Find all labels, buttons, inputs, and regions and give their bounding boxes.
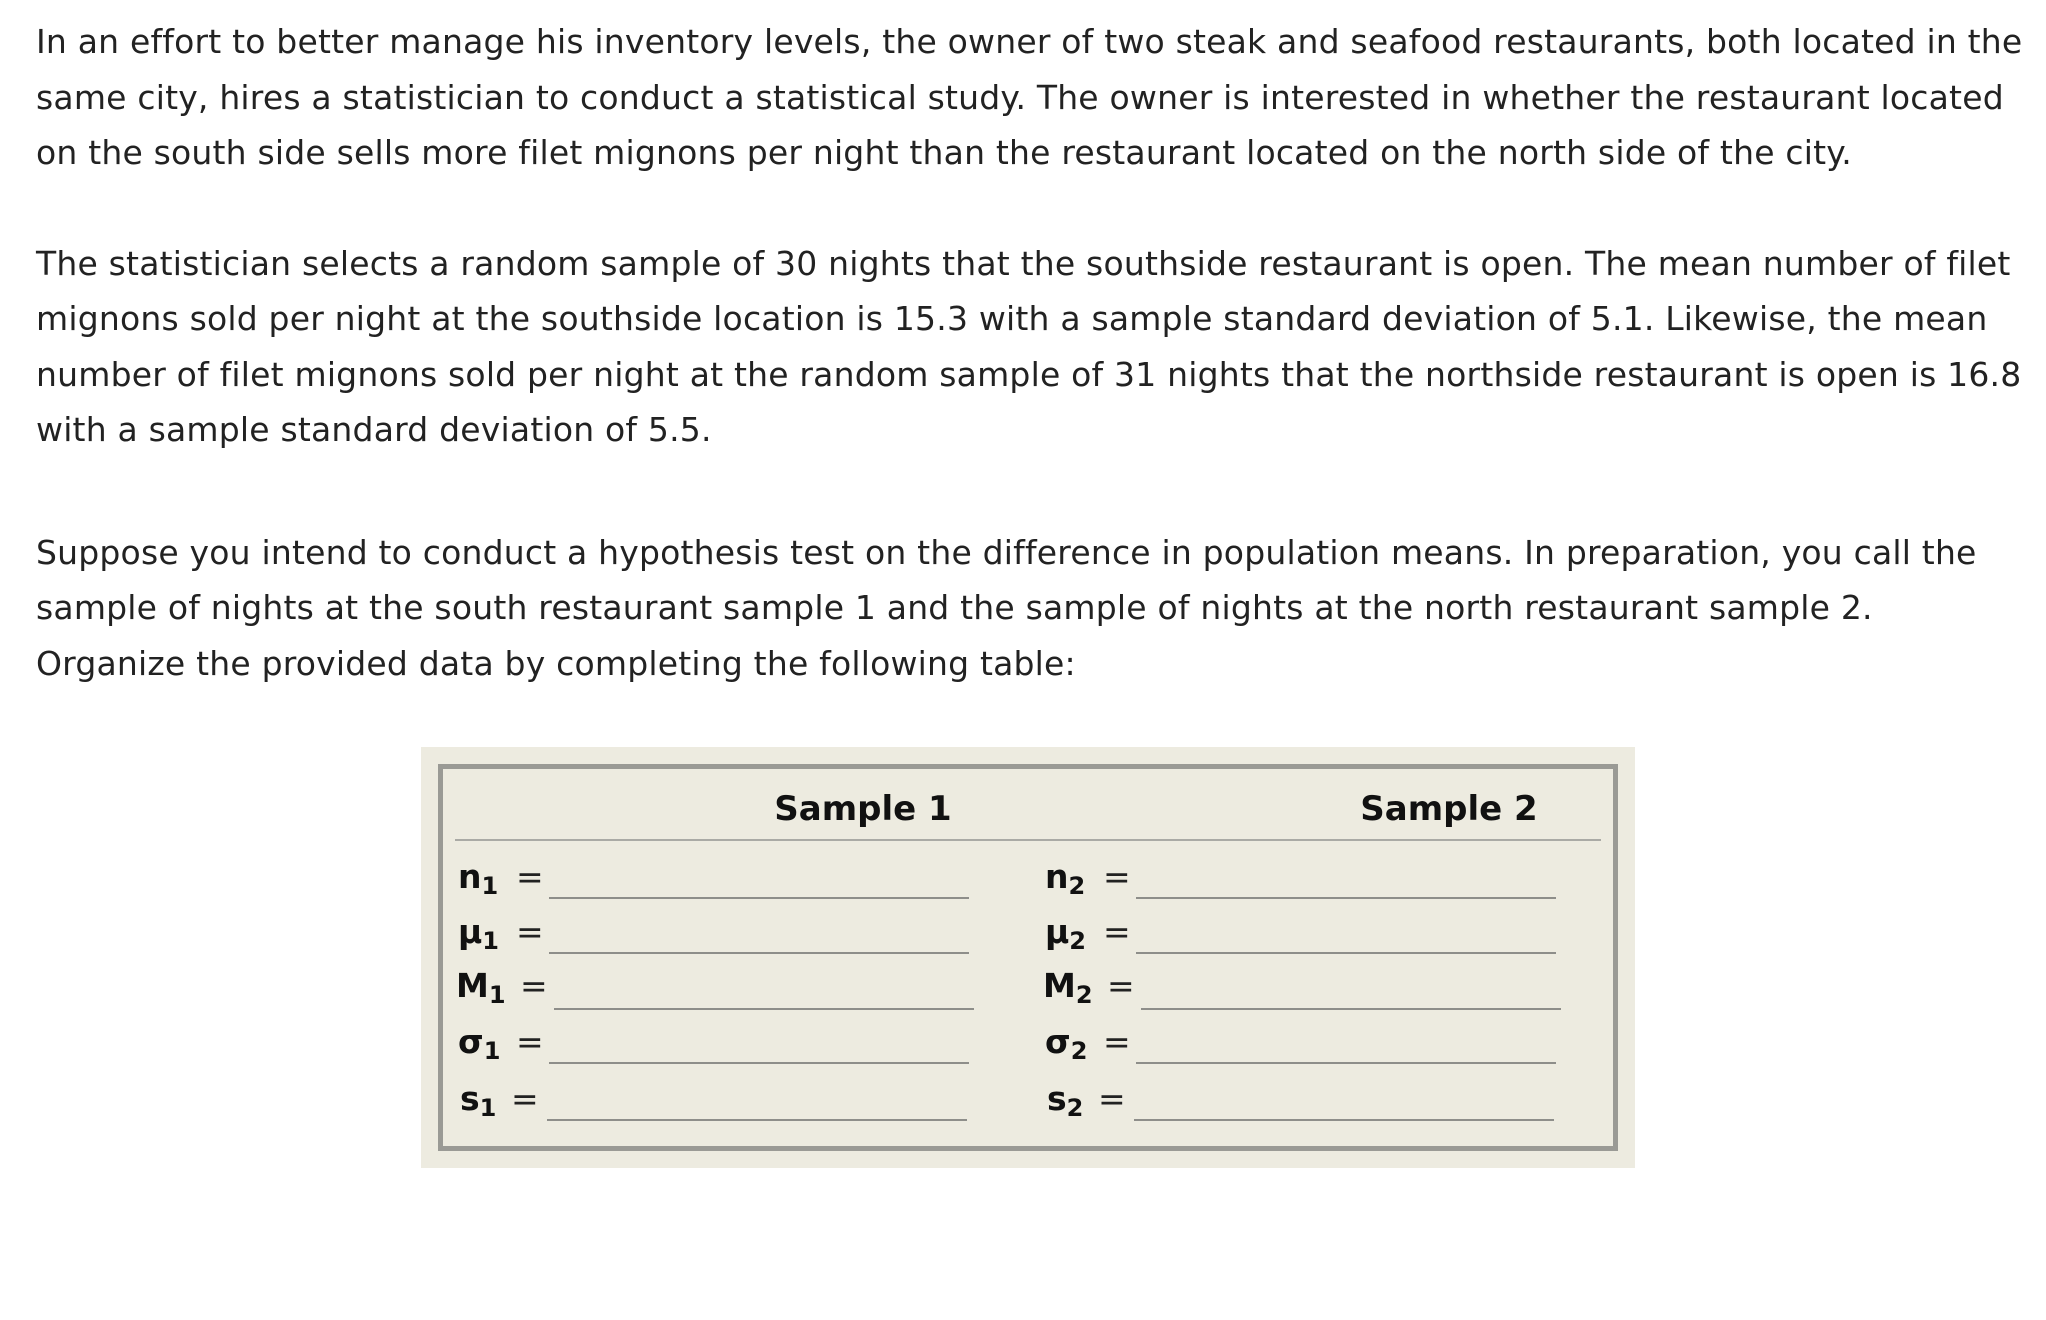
sigma1-input[interactable] [549, 1030, 969, 1064]
symbol-mu2: μ2 [1045, 912, 1086, 955]
equals-sign: = [1107, 966, 1135, 1005]
sample1-header: Sample 1 [774, 789, 952, 829]
symbol-s2: $s_2$ [1047, 1079, 1084, 1122]
symbol-n2: $n_2$ [1045, 857, 1086, 900]
intro-paragraph: In an effort to better manage his inventory levels, the owner of two steak and seafood restaurants, both located in the same city, hires a statistician to conduct a statistical study. The owner is interested in whether the restaurant located on the south side sells more filet mignons per night than the restaurant located on the north side of the city. [36, 22, 2023, 172]
equals-sign: = [516, 1022, 544, 1061]
instructions-paragraph: Suppose you intend to conduct a hypothesis test on the difference in population means. In preparation, you call the sample of nights at the south restaurant sample 1 and the sample of nights at the north restaurant sample 2. Organize the provided data by completing the following table: [36, 532, 1977, 683]
symbol-m2: $M_2$ [1043, 966, 1093, 1009]
data-paragraph: The statistician selects a random sample of 30 nights that the southside restaurant is open. The mean number of filet mignons sold per night at the southside location is 15.3 with a sample standard deviation of 5.1. Likewise, the mean number of filet mignons sold per night at the random sample of 31 nights that the northside restaurant is open is 16.8 with a sample standard deviation of 5.5. [36, 243, 2022, 449]
equals-sign: = [1103, 857, 1131, 896]
data-table [421, 747, 1635, 1168]
m1-input[interactable] [554, 976, 974, 1010]
equals-sign: = [516, 857, 544, 896]
s2-input[interactable] [1134, 1087, 1554, 1121]
symbol-mu1: μ1 [458, 912, 499, 955]
symbol-n1: $n_1$ [458, 857, 499, 900]
equals-sign: = [516, 912, 544, 951]
s1-input[interactable] [547, 1087, 967, 1121]
equals-sign: = [520, 966, 548, 1005]
n1-input[interactable] [549, 865, 969, 899]
m2-input[interactable] [1141, 976, 1561, 1010]
symbol-s1: $s_1$ [460, 1079, 497, 1122]
equals-sign: = [1103, 912, 1131, 951]
symbol-sigma2: σ2 [1045, 1022, 1088, 1065]
n2-input[interactable] [1136, 865, 1556, 899]
equals-sign: = [1103, 1022, 1131, 1061]
sigma2-input[interactable] [1136, 1030, 1556, 1064]
symbol-sigma1: σ1 [458, 1022, 501, 1065]
equals-sign: = [511, 1079, 539, 1118]
equals-sign: = [1098, 1079, 1126, 1118]
mu2-input[interactable] [1136, 920, 1556, 954]
problem-text [36, 14, 2026, 691]
header-divider [455, 839, 1601, 841]
sample2-header: Sample 2 [1360, 789, 1538, 829]
symbol-m1: $M_1$ [456, 966, 506, 1009]
mu1-input[interactable] [549, 920, 969, 954]
data-table-frame [438, 764, 1618, 1151]
